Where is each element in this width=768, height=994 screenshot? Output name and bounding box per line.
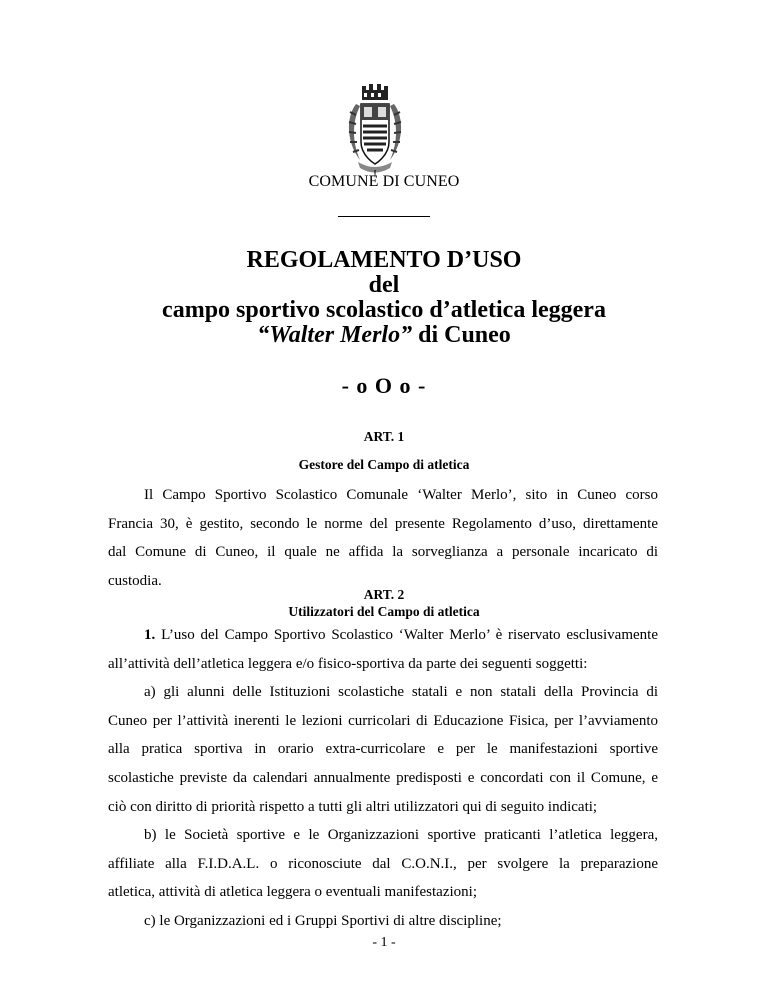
- art2-p1-line-2: all’attività dell’atletica leggera e/o fisico-sportiva da parte dei seguenti soggetti:: [108, 655, 588, 672]
- title-italic-name: “Walter Merlo”: [257, 322, 413, 348]
- art1-heading: Gestore del Campo di atletica: [298, 457, 470, 472]
- art1-line-4: custodia.: [108, 572, 162, 589]
- art2-a-line-1: a) gli alunni delle Istituzioni scolastiche statali e non statali della Provincia di: [144, 684, 658, 701]
- art2-b-line-2: affiliate alla F.I.D.A.L. o riconosciute dal C.O.N.I., per svolgere la preparazione: [108, 855, 658, 872]
- art1-number: ART. 1: [363, 429, 405, 444]
- title-line-2: del: [368, 272, 400, 298]
- page-number: - 1 -: [372, 935, 396, 950]
- header-rule: [338, 216, 430, 217]
- art1-paragraph: [108, 481, 658, 595]
- title-line-1: REGOLAMENTO D’USO: [246, 247, 522, 273]
- art2-heading: Utilizzatori del Campo di atletica: [288, 604, 480, 619]
- title-line-4: [0, 323, 768, 348]
- art2-number: ART. 2: [363, 587, 405, 602]
- art2-paragraph: [108, 621, 658, 936]
- section-separator: - o O o -: [341, 373, 427, 398]
- art1-line-2: Francia 30, è gestito, secondo le norme del presente Regolamento d’uso, direttamente: [108, 515, 658, 532]
- municipality-name: COMUNE DI CUNEO: [308, 173, 460, 190]
- art2-a-line-4: scolastiche previste da calendari annualmente predisposti e concordati con il Comune, e: [108, 769, 658, 786]
- art2-a-line-5: ciò con diritto di priorità rispetto a tutti gli altri utilizzatori qui di seguito indicati;: [108, 798, 598, 815]
- art2-c-line-1: c) le Organizzazioni ed i Gruppi Sportivi di altre discipline;: [144, 912, 502, 929]
- art2-a-line-2: Cuneo per l’attività inerenti le lezioni curricolari di Educazione Fisica, per l’avviamento: [108, 712, 658, 729]
- document-title: [0, 248, 768, 348]
- art2-p1-line-1: 1. L’uso del Campo Sportivo Scolastico ‘Walter Merlo’ è riservato esclusivamente: [144, 627, 658, 643]
- art1-line-1: Il Campo Sportivo Scolastico Comunale ‘Walter Merlo’, sito in Cuneo corso: [144, 487, 658, 503]
- title-line-4-rest: di Cuneo: [412, 322, 511, 348]
- art2-a-line-3: alla pratica sportiva in orario extra-curricolare e per le manifestazioni sportive: [108, 741, 658, 758]
- art1-line-3: dal Comune di Cuneo, il quale ne affida la sorveglianza a personale incaricato di: [108, 544, 658, 561]
- art2-b-line-3: atletica, attività di atletica leggera o eventuali manifestazioni;: [108, 884, 478, 901]
- title-line-3: campo sportivo scolastico d’atletica leggera: [162, 297, 606, 323]
- coat-of-arms-icon: [340, 82, 410, 182]
- art2-b-line-1: b) le Società sportive e le Organizzazioni sportive praticanti l’atletica leggera,: [144, 827, 658, 844]
